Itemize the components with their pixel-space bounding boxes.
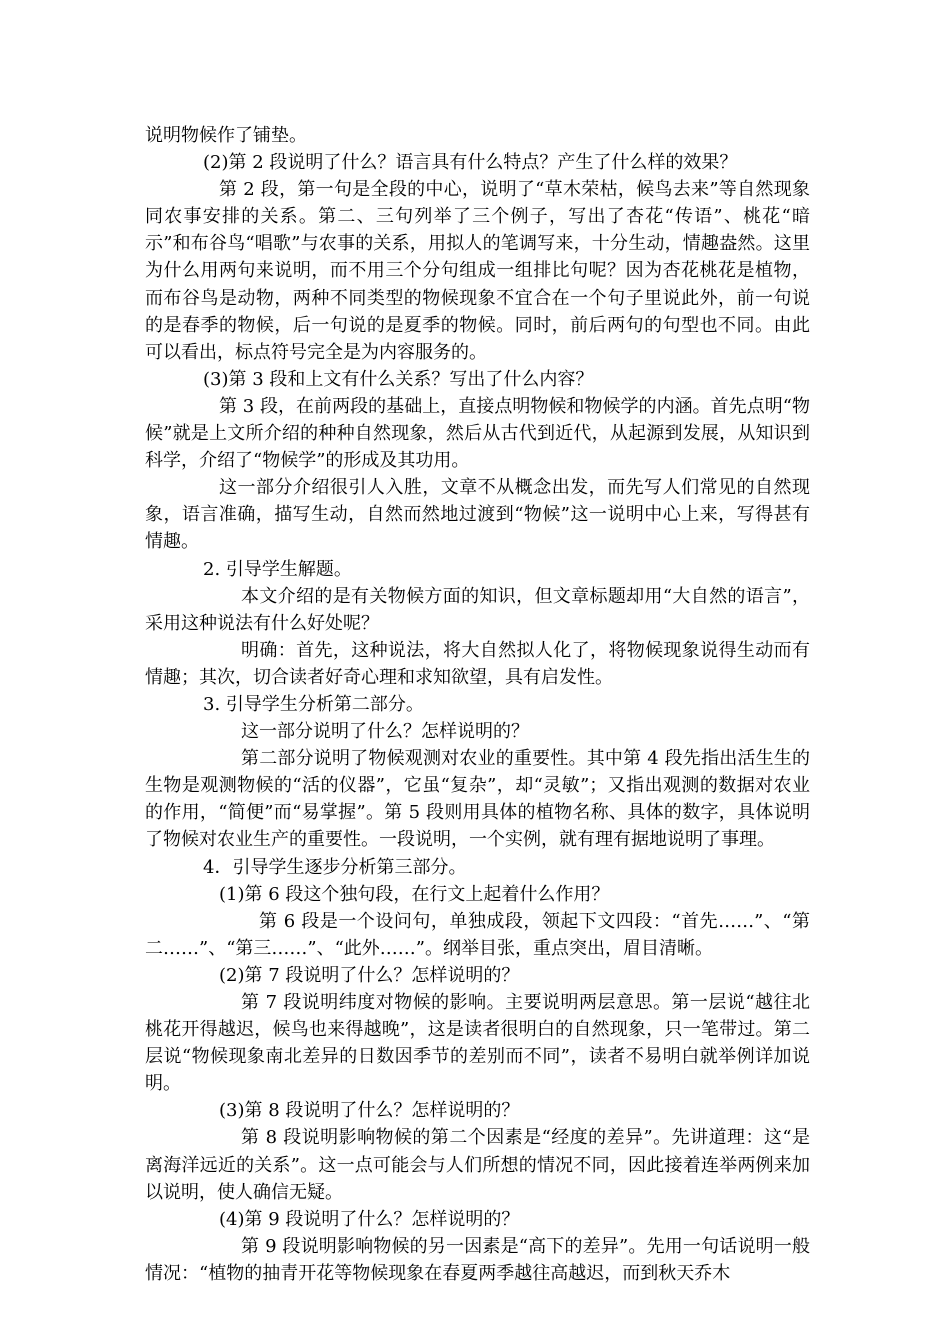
part-2-answer: 第二部分说明了物候观测对农业的重要性。其中第 4 段先指出活生生的生物是观测物候的“活的仪器”，它虽“复杂”，却“灵敏”；又指出观测的数据对农业的作用，“简便”而“易掌握”。第 5 段则用具体的植物名称、具体的数字，具体说明了物候对农业生产的重要性。一段说明，一个实例，就有理有据地说明了事理。 [145, 748, 810, 851]
answer-6: 第 6 段是一个设问句，单独成段，领起下文四段：“首先……”、“第二……”、“第三……”、“此外……”。纲举目张，重点突出，眉目清晰。 [145, 910, 810, 959]
question-2: (2)第 2 段说明了什么？语言具有什么特点？产生了什么样的效果？ [203, 152, 738, 174]
title-answer: 明确：首先，这种说法，将大自然拟人化了，将物候现象说得生动而有情趣；其次，切合读者好奇心理和求知欲望，具有启发性。 [145, 639, 810, 688]
title-question: 本文介绍的是有关物候方面的知识，但文章标题却用“大自然的语言”，采用这种说法有什么好处呢？ [145, 585, 810, 634]
answer-3: 第 3 段，在前两段的基础上，直接点明物候和物候学的内涵。首先点明“物候”就是上文所介绍的种种自然现象，然后从古代到近代，从起源到发展，从知识到科学，介绍了“物候学”的形成及其功用。 [145, 395, 810, 472]
answer-8: 第 8 段说明影响物候的第二个因素是“经度的差异”。先讲道理：这“是离海洋远近的关系”。这一点可能会与人们所想的情况不同，因此接着连举两例来加以说明，使人确信无疑。 [145, 1127, 810, 1203]
step-2-heading: 2. 引导学生解题。 [203, 558, 352, 580]
document-body [145, 122, 810, 1287]
question-6: (1)第 6 段这个独句段，在行文上起着什么作用？ [219, 883, 610, 905]
question-9: (4)第 9 段说明了什么？怎样说明的？ [219, 1208, 520, 1230]
question-3: (3)第 3 段和上文有什么关系？写出了什么内容？ [203, 368, 594, 390]
step-4-heading: 4．引导学生逐步分析第三部分。 [203, 856, 467, 878]
answer-2: 第 2 段，第一句是全段的中心，说明了“草木荣枯，候鸟去来”等自然现象同农事安排的关系。第二、三句列举了三个例子，写出了杏花“传语”、桃花“暗示”和布谷鸟“唱歌”与农事的关系，用拟人的笔调写来，十分生动，情趣盎然。这里为什么用两句来说明，而不用三个分句组成一组排比句呢？因为杏花桃花是植物，而布谷鸟是动物，两种不同类型的物候现象不宜合在一个句子里说此外，前一句说的是春季的物候，后一句说的是夏季的物候。同时，前后两句的句型也不同。由此可以看出，标点符号完全是为内容服务的。 [145, 179, 810, 363]
paragraph-continuation: 说明物候作了铺垫。 [145, 125, 307, 146]
question-8: (3)第 8 段说明了什么？怎样说明的？ [219, 1100, 520, 1122]
answer-9: 第 9 段说明影响物候的另一因素是“高下的差异”。先用一句话说明一般情况：“植物的抽青开花等物候现象在春夏两季越往高越迟，而到秋天乔木 [145, 1235, 810, 1284]
part-2-question: 这一部分说明了什么？怎样说明的？ [241, 721, 529, 743]
question-7: (2)第 7 段说明了什么？怎样说明的？ [219, 964, 520, 986]
answer-7: 第 7 段说明纬度对物候的影响。主要说明两层意思。第一层说“越往北桃花开得越迟，候鸟也来得越晚”，这是读者很明白的自然现象，只一笔带过。第二层说“物候现象南北差异的日数因季节的差别而不同”，读者不易明白就举例详加说明。 [145, 992, 810, 1095]
section-summary: 这一部分介绍很引人入胜，文章不从概念出发，而先写人们常见的自然现象，语言准确，描写生动，自然而然地过渡到“物候”这一说明中心上来，写得甚有情趣。 [145, 477, 810, 553]
step-3-heading: 3. 引导学生分析第二部分。 [203, 693, 424, 715]
